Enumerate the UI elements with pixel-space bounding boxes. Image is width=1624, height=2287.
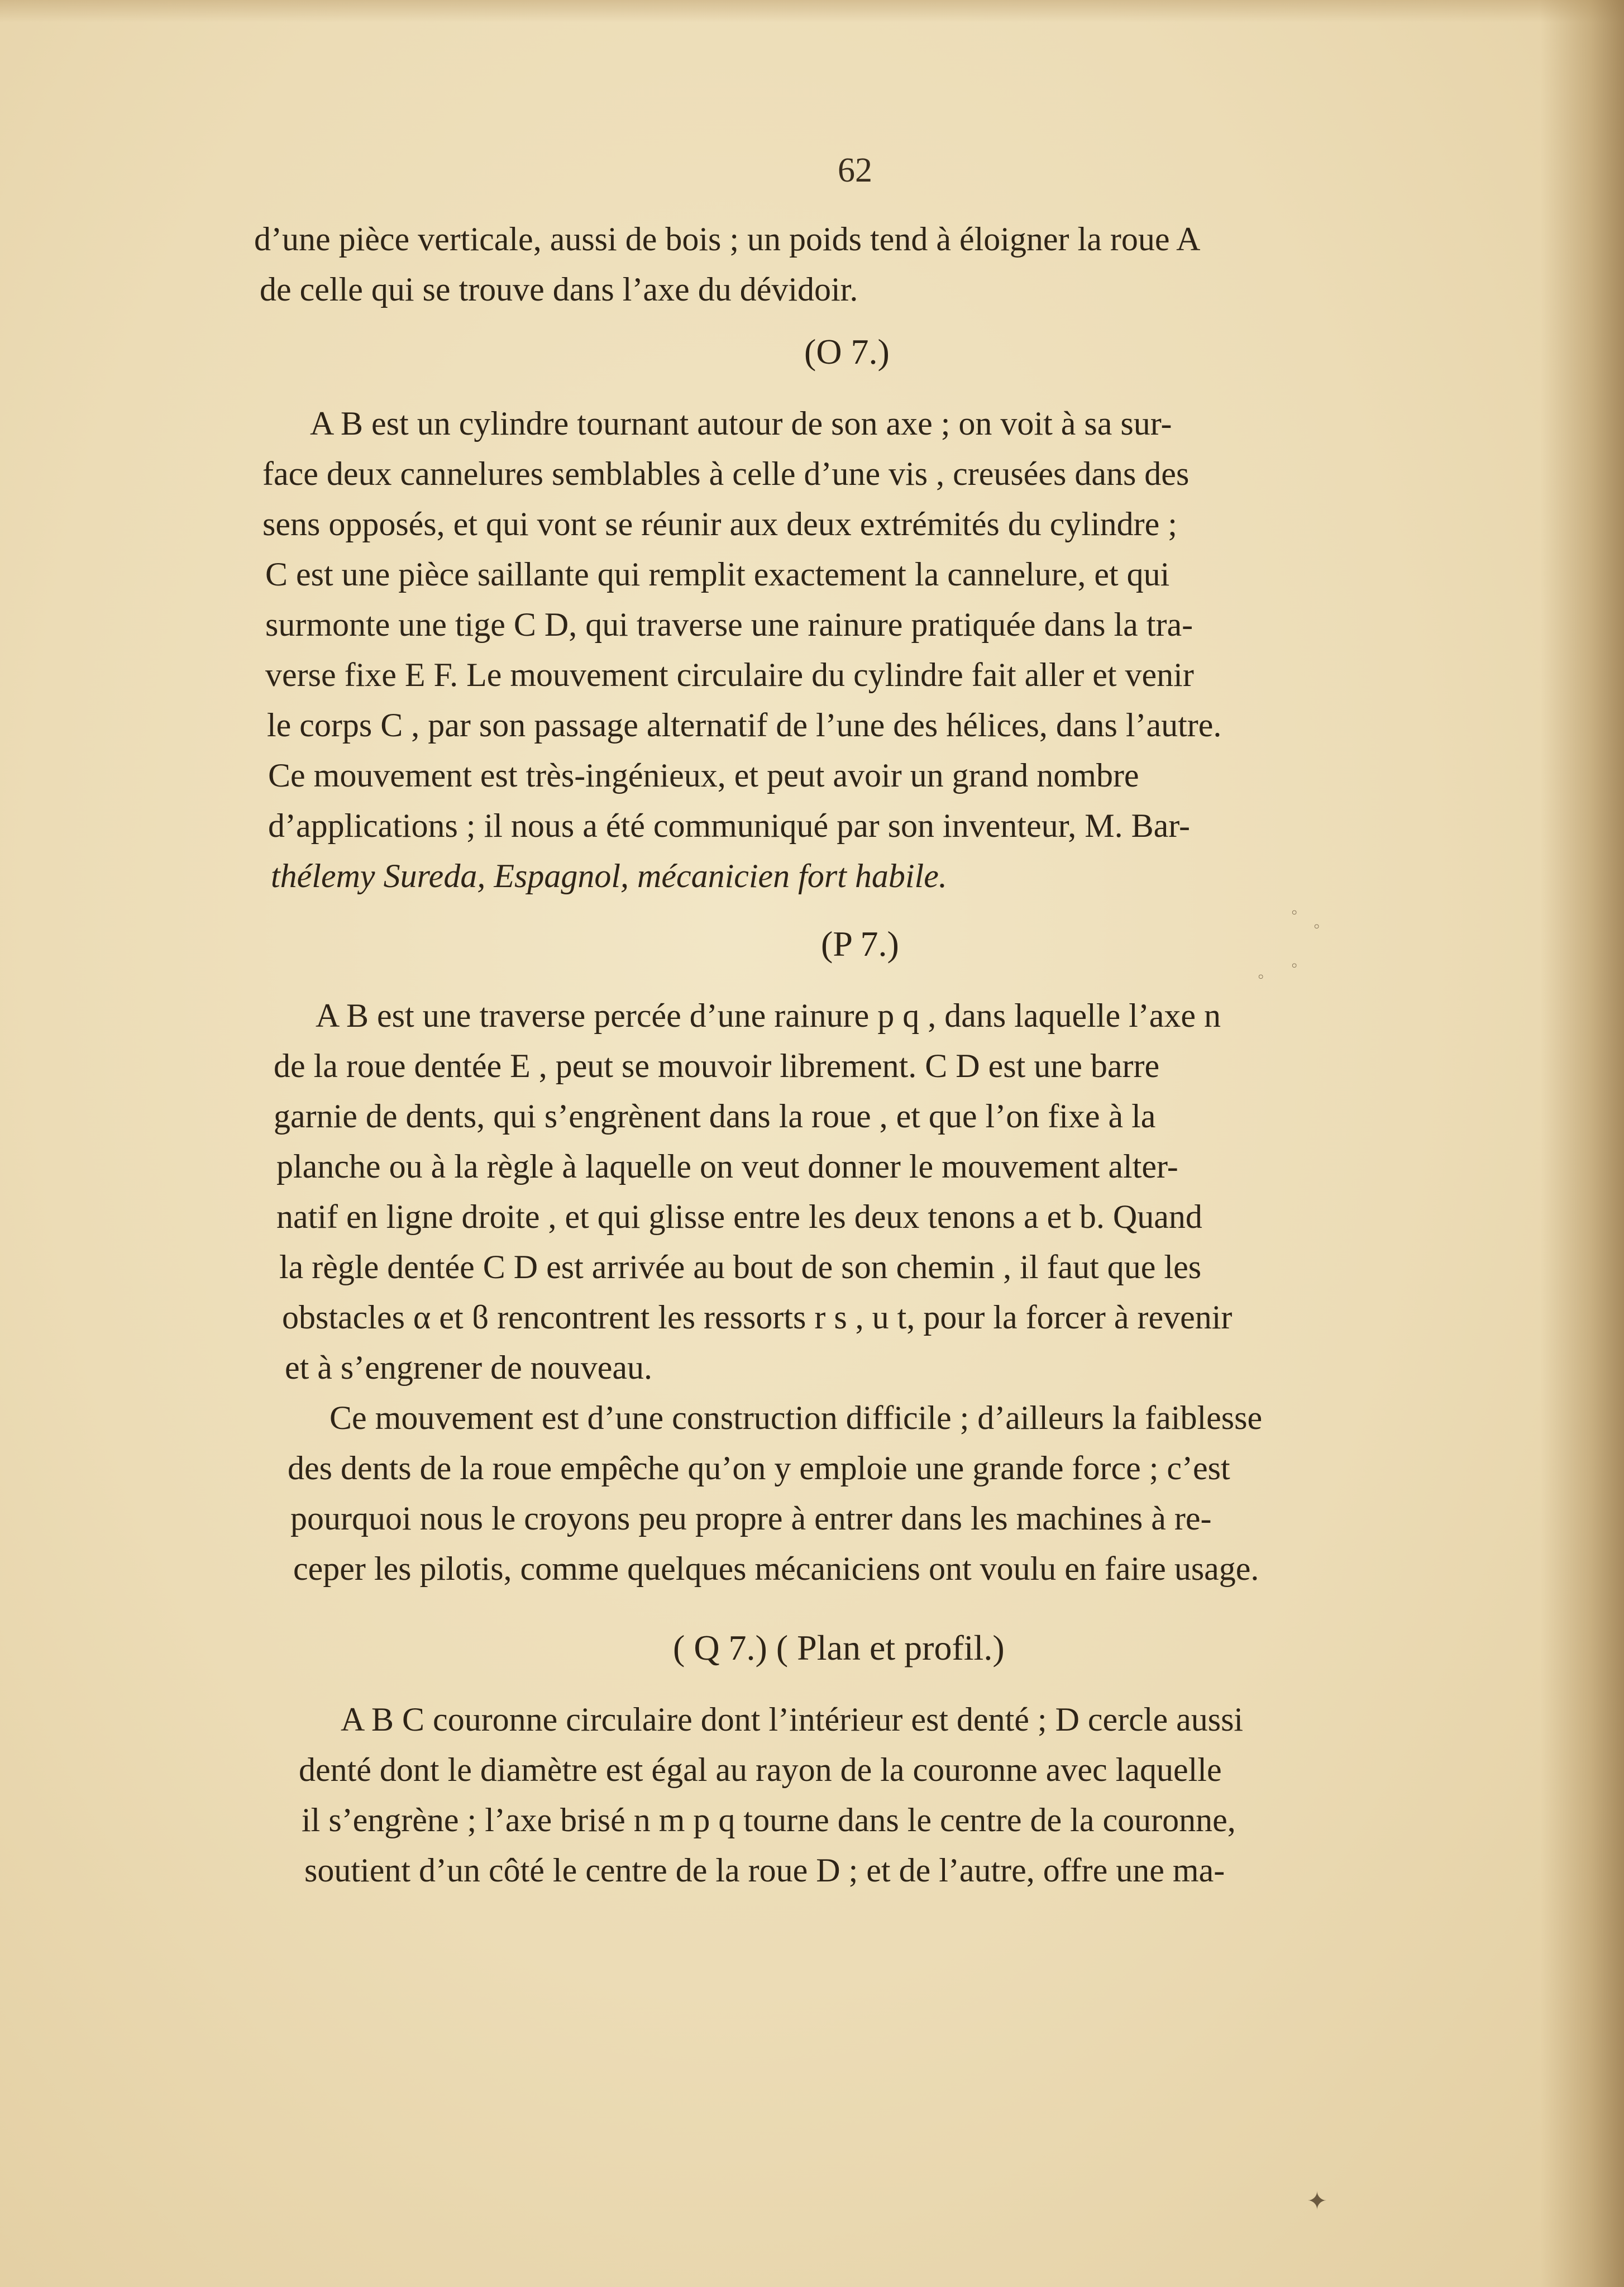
- text-line: de celle qui se trouve dans l’axe du dévidoir.: [260, 271, 858, 308]
- text-line: obstacles α et ϐ rencontrent les ressorts r s , u t, pour la forcer à revenir: [282, 1299, 1233, 1336]
- text-line: sens opposés, et qui vont se réunir aux deux extrémités du cylindre ;: [262, 506, 1177, 542]
- text-line: natif en ligne droite , et qui glisse entre les deux tenons a et b. Quand: [276, 1198, 1202, 1235]
- text-line: surmonte une tige C D, qui traverse une rainure pratiquée dans la tra-: [265, 606, 1193, 643]
- ink-spot: ◦: [1257, 969, 1265, 986]
- text-line: face deux cannelures semblables à celle d’une vis , creusées dans des: [262, 455, 1190, 492]
- text-line: la règle dentée C D est arrivée au bout de son chemin , il faut que les: [279, 1249, 1202, 1285]
- ink-spot: ◦: [1290, 905, 1299, 922]
- text-line: et à s’engrener de nouveau.: [285, 1349, 653, 1386]
- text-line: A B C couronne circulaire dont l’intérieur est denté ; D cercle aussi: [341, 1701, 1244, 1738]
- text-line: il s’engrène ; l’axe brisé n m p q tourne dans le centre de la couronne,: [302, 1802, 1236, 1838]
- text-line: des dents de la roue empêche qu’on y emploie une grande force ; c’est: [288, 1450, 1230, 1486]
- section-heading-q7: ( Q 7.) ( Plan et profil.): [673, 1628, 1005, 1667]
- text-line: thélemy Sureda, Espagnol, mécanicien fort habile.: [271, 857, 947, 894]
- section-heading-o7: (O 7.): [804, 332, 890, 371]
- text-line: ceper les pilotis, comme quelques mécaniciens ont voulu en faire usage.: [293, 1550, 1259, 1587]
- text-line: C est une pièce saillante qui remplit exactement la cannelure, et qui: [265, 556, 1170, 593]
- text-line: denté dont le diamètre est égal au rayon de la couronne avec laquelle: [299, 1751, 1222, 1788]
- text-line: d’applications ; il nous a été communiqué par son inventeur, M. Bar-: [268, 807, 1190, 844]
- section-heading-p7: (P 7.): [821, 924, 899, 964]
- text-line: soutient d’un côté le centre de la roue D ; et de l’autre, offre une ma-: [304, 1852, 1225, 1889]
- text-line: planche ou à la règle à laquelle on veut donner le mouvement alter-: [276, 1148, 1178, 1185]
- text-line: A B est un cylindre tournant autour de son axe ; on voit à sa sur-: [310, 405, 1172, 442]
- text-line: A B est une traverse percée d’une rainure p q , dans laquelle l’axe n: [316, 997, 1221, 1034]
- ink-spot: ◦: [1312, 919, 1321, 936]
- text-line: verse fixe E F. Le mouvement circulaire du cylindre fait aller et venir: [265, 656, 1194, 693]
- ink-spot: ◦: [1290, 958, 1299, 975]
- text-line: Ce mouvement est d’une construction difficile ; d’ailleurs la faiblesse: [329, 1399, 1263, 1436]
- page-number: 62: [838, 151, 872, 189]
- text-line: Ce mouvement est très-ingénieux, et peut avoir un grand nombre: [268, 757, 1139, 794]
- text-line: d’une pièce verticale, aussi de bois ; un poids tend à éloigner la roue A: [254, 221, 1201, 258]
- text-line: de la roue dentée E , peut se mouvoir librement. C D est une barre: [274, 1047, 1160, 1084]
- text-line: le corps C , par son passage alternatif de l’une des hélices, dans l’autre.: [267, 707, 1222, 744]
- text-line: garnie de dents, qui s’engrènent dans la roue , et que l’on fixe à la: [274, 1098, 1156, 1135]
- ink-mark: ✦: [1307, 2187, 1327, 2215]
- text-line: pourquoi nous le croyons peu propre à entrer dans les machines à re-: [290, 1500, 1212, 1537]
